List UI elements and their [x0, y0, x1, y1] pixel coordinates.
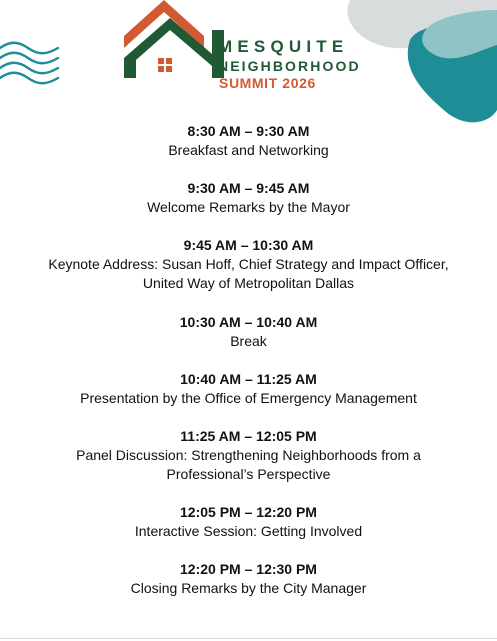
- agenda-item-8: [0, 559, 497, 598]
- house-roof-icon: [122, 0, 232, 82]
- logo-word-summit: SUMMIT 2026: [219, 75, 316, 91]
- agenda-description-continued: United Way of Metropolitan Dallas: [142, 275, 355, 291]
- agenda-description: Breakfast and Networking: [168, 142, 329, 158]
- agenda-item-1: [0, 121, 497, 160]
- agenda-item-7: [0, 502, 497, 541]
- logo-word-mesquite: MESQUITE: [218, 37, 349, 56]
- agenda-description: Panel Discussion: Strengthening Neighborhoods from a: [76, 447, 421, 463]
- agenda-description: Closing Remarks by the City Manager: [130, 580, 367, 596]
- agenda-time: 10:40 AM – 11:25 AM: [180, 371, 317, 387]
- agenda-time: 9:45 AM – 10:30 AM: [183, 237, 314, 253]
- agenda-time: 9:30 AM – 9:45 AM: [187, 180, 310, 196]
- agenda-item-3: [0, 235, 497, 293]
- agenda-time: 10:30 AM – 10:40 AM: [179, 314, 318, 330]
- agenda-item-2: [0, 178, 497, 217]
- agenda-item-5: [0, 369, 497, 408]
- agenda-item-4: [0, 312, 497, 351]
- agenda-item-6: [0, 426, 497, 484]
- wave-lines-icon: [0, 38, 60, 88]
- agenda-description-continued: Professional’s Perspective: [166, 466, 331, 482]
- agenda-description: Welcome Remarks by the Mayor: [147, 199, 350, 215]
- agenda-description: Interactive Session: Getting Involved: [134, 523, 363, 539]
- agenda-time: 12:20 PM – 12:30 PM: [180, 561, 317, 577]
- agenda-time: 11:25 AM – 12:05 PM: [180, 428, 317, 444]
- summit-logo: [122, 0, 384, 95]
- agenda-time: 12:05 PM – 12:20 PM: [180, 504, 317, 520]
- page-bottom-divider: [0, 638, 497, 639]
- agenda-description: Break: [230, 333, 267, 349]
- agenda-description: Keynote Address: Susan Hoff, Chief Strategy and Impact Officer,: [48, 256, 449, 272]
- logo-word-neighborhood: NEIGHBORHOOD: [218, 58, 361, 74]
- agenda-description: Presentation by the Office of Emergency Management: [80, 390, 417, 406]
- agenda-time: 8:30 AM – 9:30 AM: [187, 123, 310, 139]
